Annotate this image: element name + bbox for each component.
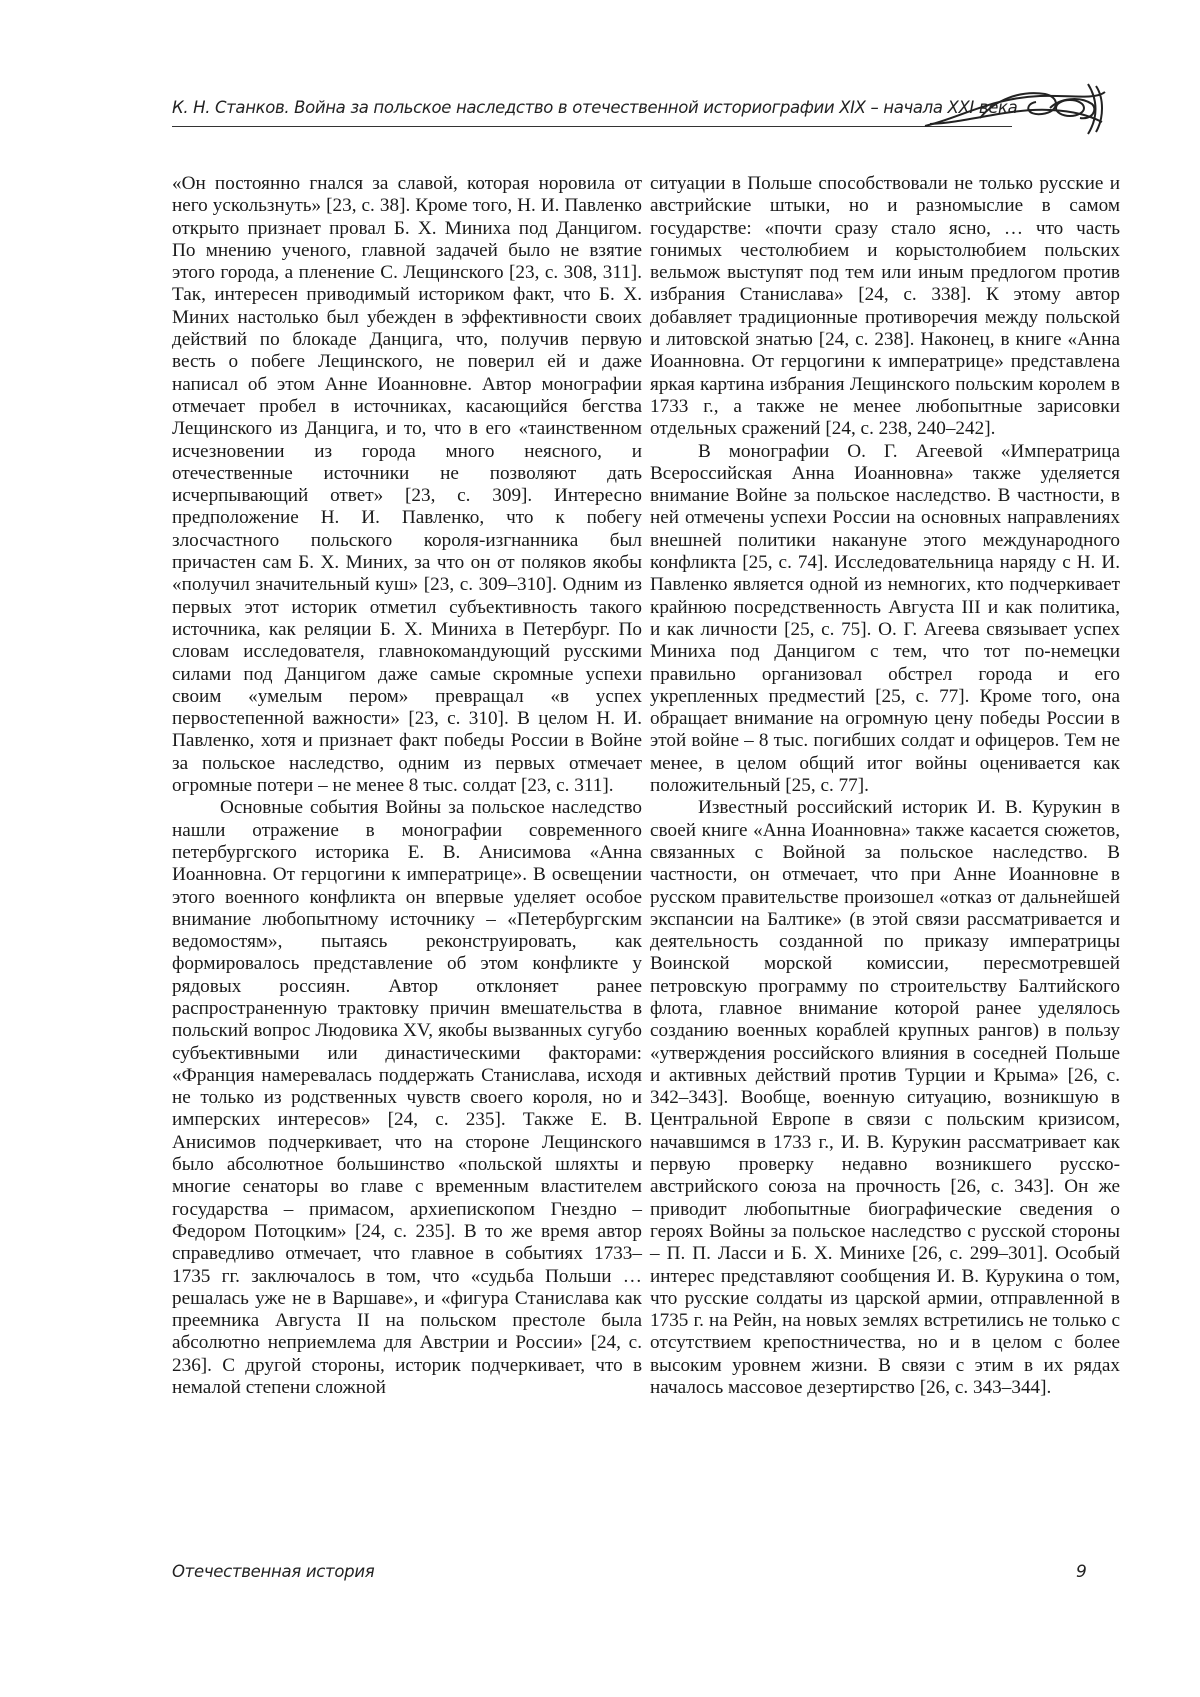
paragraph: Известный российский историк И. В. Курукин в своей книге «Анна Иоанновна» также касается сюжетов, связанных с Войной за польское наследство. В частности, он отмечает, что при Анне Иоанновне в русском правительстве произошел «отказ от дальнейшей экспансии на Балтике» (в этой связи рассматривается и деятельность созданной по приказу императрицы Воинской морской комиссии, пересмотревшей петровскую программу по строительству Балтийского флота, главное внимание которой ранее уделялось созданию военных кораблей крупных рангов) в пользу «утверждения российского влияния в соседней Польше и активных действий против Турции и Крыма» [26, с. 342–343]. Вообще, военную ситуацию, возникшую в Центральной Европе в связи с польским кризисом, начавшимся в 1733 г., И. В. Курукин рассматривает как первую проверку недавно возникшего русско-австрийского союза на прочность [26, с. 343]. Он же приводит любопытные биографические сведения о героях Войны за польское наследство с русской стороны – П. П. Ласси и Б. Х. Минихе [26, с. 299–301]. Особый интерес представляют сообщения И. В. Курукина о том, что русские солдаты из царской армии, отправленной в 1735 г. на Рейн, на новых землях встретились не только с отсутствием крепостничества, но и в целом с более высоким уровнем жизни. В связи с этим в их рядах началось массовое дезертирство [26, с. 343–344].	[650, 797, 1120, 1399]
left-text-column	[172, 173, 642, 1399]
header-rule	[172, 126, 1012, 127]
paragraph: ситуации в Польше способствовали не только русские и австрийские штыки, но и разномыслие в самом государстве: «почти сразу стало ясно, … что часть гонимых честолюбием и корыстолюбием польских вельмож выступят под тем или иным предлогом против избрания Станислава» [24, с. 338]. К этому автор добавляет традиционные противоречия между польской и литовской знатью [24, с. 238]. Наконец, в книге «Анна Иоанновна. От герцогини к императрице» представлена яркая картина избрания Лещинского польским королем в 1733 г., а также не менее любопытные зарисовки отдельных сражений [24, с. 238, 240–242].	[650, 173, 1120, 440]
footer-journal-title: Отечественная история	[172, 1562, 375, 1581]
page-number: 9	[1076, 1562, 1087, 1582]
paragraph: «Он постоянно гнался за славой, которая норовила от него ускользнуть» [23, с. 38]. Кроме того, Н. И. Павленко открыто признает провал Б. Х. Миниха под Данцигом. По мнению ученого, главной задачей было не взятие этого города, а пленение С. Лещинского [23, с. 308, 311]. Так, интересен приводимый историком факт, что Б. Х. Миних настолько был убежден в эффективности своих действий по блокаде Данцига, что, получив первую весть о побеге Лещинского, не поверил ей и даже написал об этом Анне Иоанновне. Автор монографии отмечает пробел в источниках, касающийся бегства Лещинского из Данцига, и то, что в его «таинственном исчезновении из города много неясного, и отечественные источники не позволяют дать исчерпывающий ответ» [23, с. 309]. Интересно предположение Н. И. Павленко, что к побегу злосчастного польского короля-изгнанника был причастен сам Б. Х. Миних, за что он от поляков якобы «получил значительный куш» [23, с. 309–310]. Одним из первых этот историк отметил субъективность такого источника, как реляции Б. Х. Миниха в Петербург. По словам исследователя, главнокомандующий русскими силами под Данцигом даже самые скромные успехи своим «умелым пером» превращал «в успех первостепенной важности» [23, с. 310]. В целом Н. И. Павленко, хотя и признает факт победы России в Войне за польское наследство, одним из первых отмечает огромные потери – не менее 8 тыс. солдат [23, с. 311].	[172, 173, 642, 797]
running-header-title: К. Н. Станков. Война за польское наследство в отечественной историографии XIX – начала XXI века	[172, 98, 1018, 117]
header-ornament-icon	[920, 78, 1110, 138]
paragraph: Основные события Войны за польское наследство нашли отражение в монографии современного петербургского историка Е. В. Анисимова «Анна Иоанновна. От герцогини к императрице». В освещении этого военного конфликта он впервые уделяет особое внимание любопытному источнику – «Петербургским ведомостям», пытаясь реконструировать, как формировалось представление об этом конфликте у рядовых россиян. Автор отклоняет ранее распространенную трактовку причин вмешательства в польский вопрос Людовика XV, якобы вызванных сугубо субъективными или династическими факторами: «Франция намеревалась поддержать Станислава, исходя не только из родственных чувств своего короля, но и имперских интересов» [24, с. 235]. Также Е. В. Анисимов подчеркивает, что на стороне Лещинского было абсолютное большинство «польской шляхты и многие сенаторы во главе с временным властителем государства – примасом, архиепископом Гнездно – Федором Потоцким» [24, с. 235]. В то же время автор справедливо отмечает, что главное в событиях 1733–1735 гг. заключалось в том, что «судьба Польши … решалась уже не в Варшаве», и «фигура Станислава как преемника Августа II на польском престоле была абсолютно неприемлема для Австрии и России» [24, с. 236]. С другой стороны, историк подчеркивает, что в немалой степени сложной	[172, 797, 642, 1399]
right-text-column	[650, 173, 1120, 1399]
paragraph: В монографии О. Г. Агеевой «Императрица Всероссийская Анна Иоанновна» также уделяется внимание Войне за польское наследство. В частности, в ней отмечены успехи России на основных направлениях внешней политики накануне этого международного конфликта [25, с. 74]. Исследовательница наряду с Н. И. Павленко является одной из немногих, кто подчеркивает крайнюю посредственность Августа III и как политика, и как личности [25, с. 75]. О. Г. Агеева связывает успех Миниха под Данцигом с тем, что тот по-немецки правильно организовал обстрел города и его укрепленных предместий [25, с. 77]. Кроме того, она обращает внимание на огромную цену победы России в этой войне – 8 тыс. погибших солдат и офицеров. Тем не менее, в целом общий итог войны оценивается как положительный [25, с. 77].	[650, 440, 1120, 797]
